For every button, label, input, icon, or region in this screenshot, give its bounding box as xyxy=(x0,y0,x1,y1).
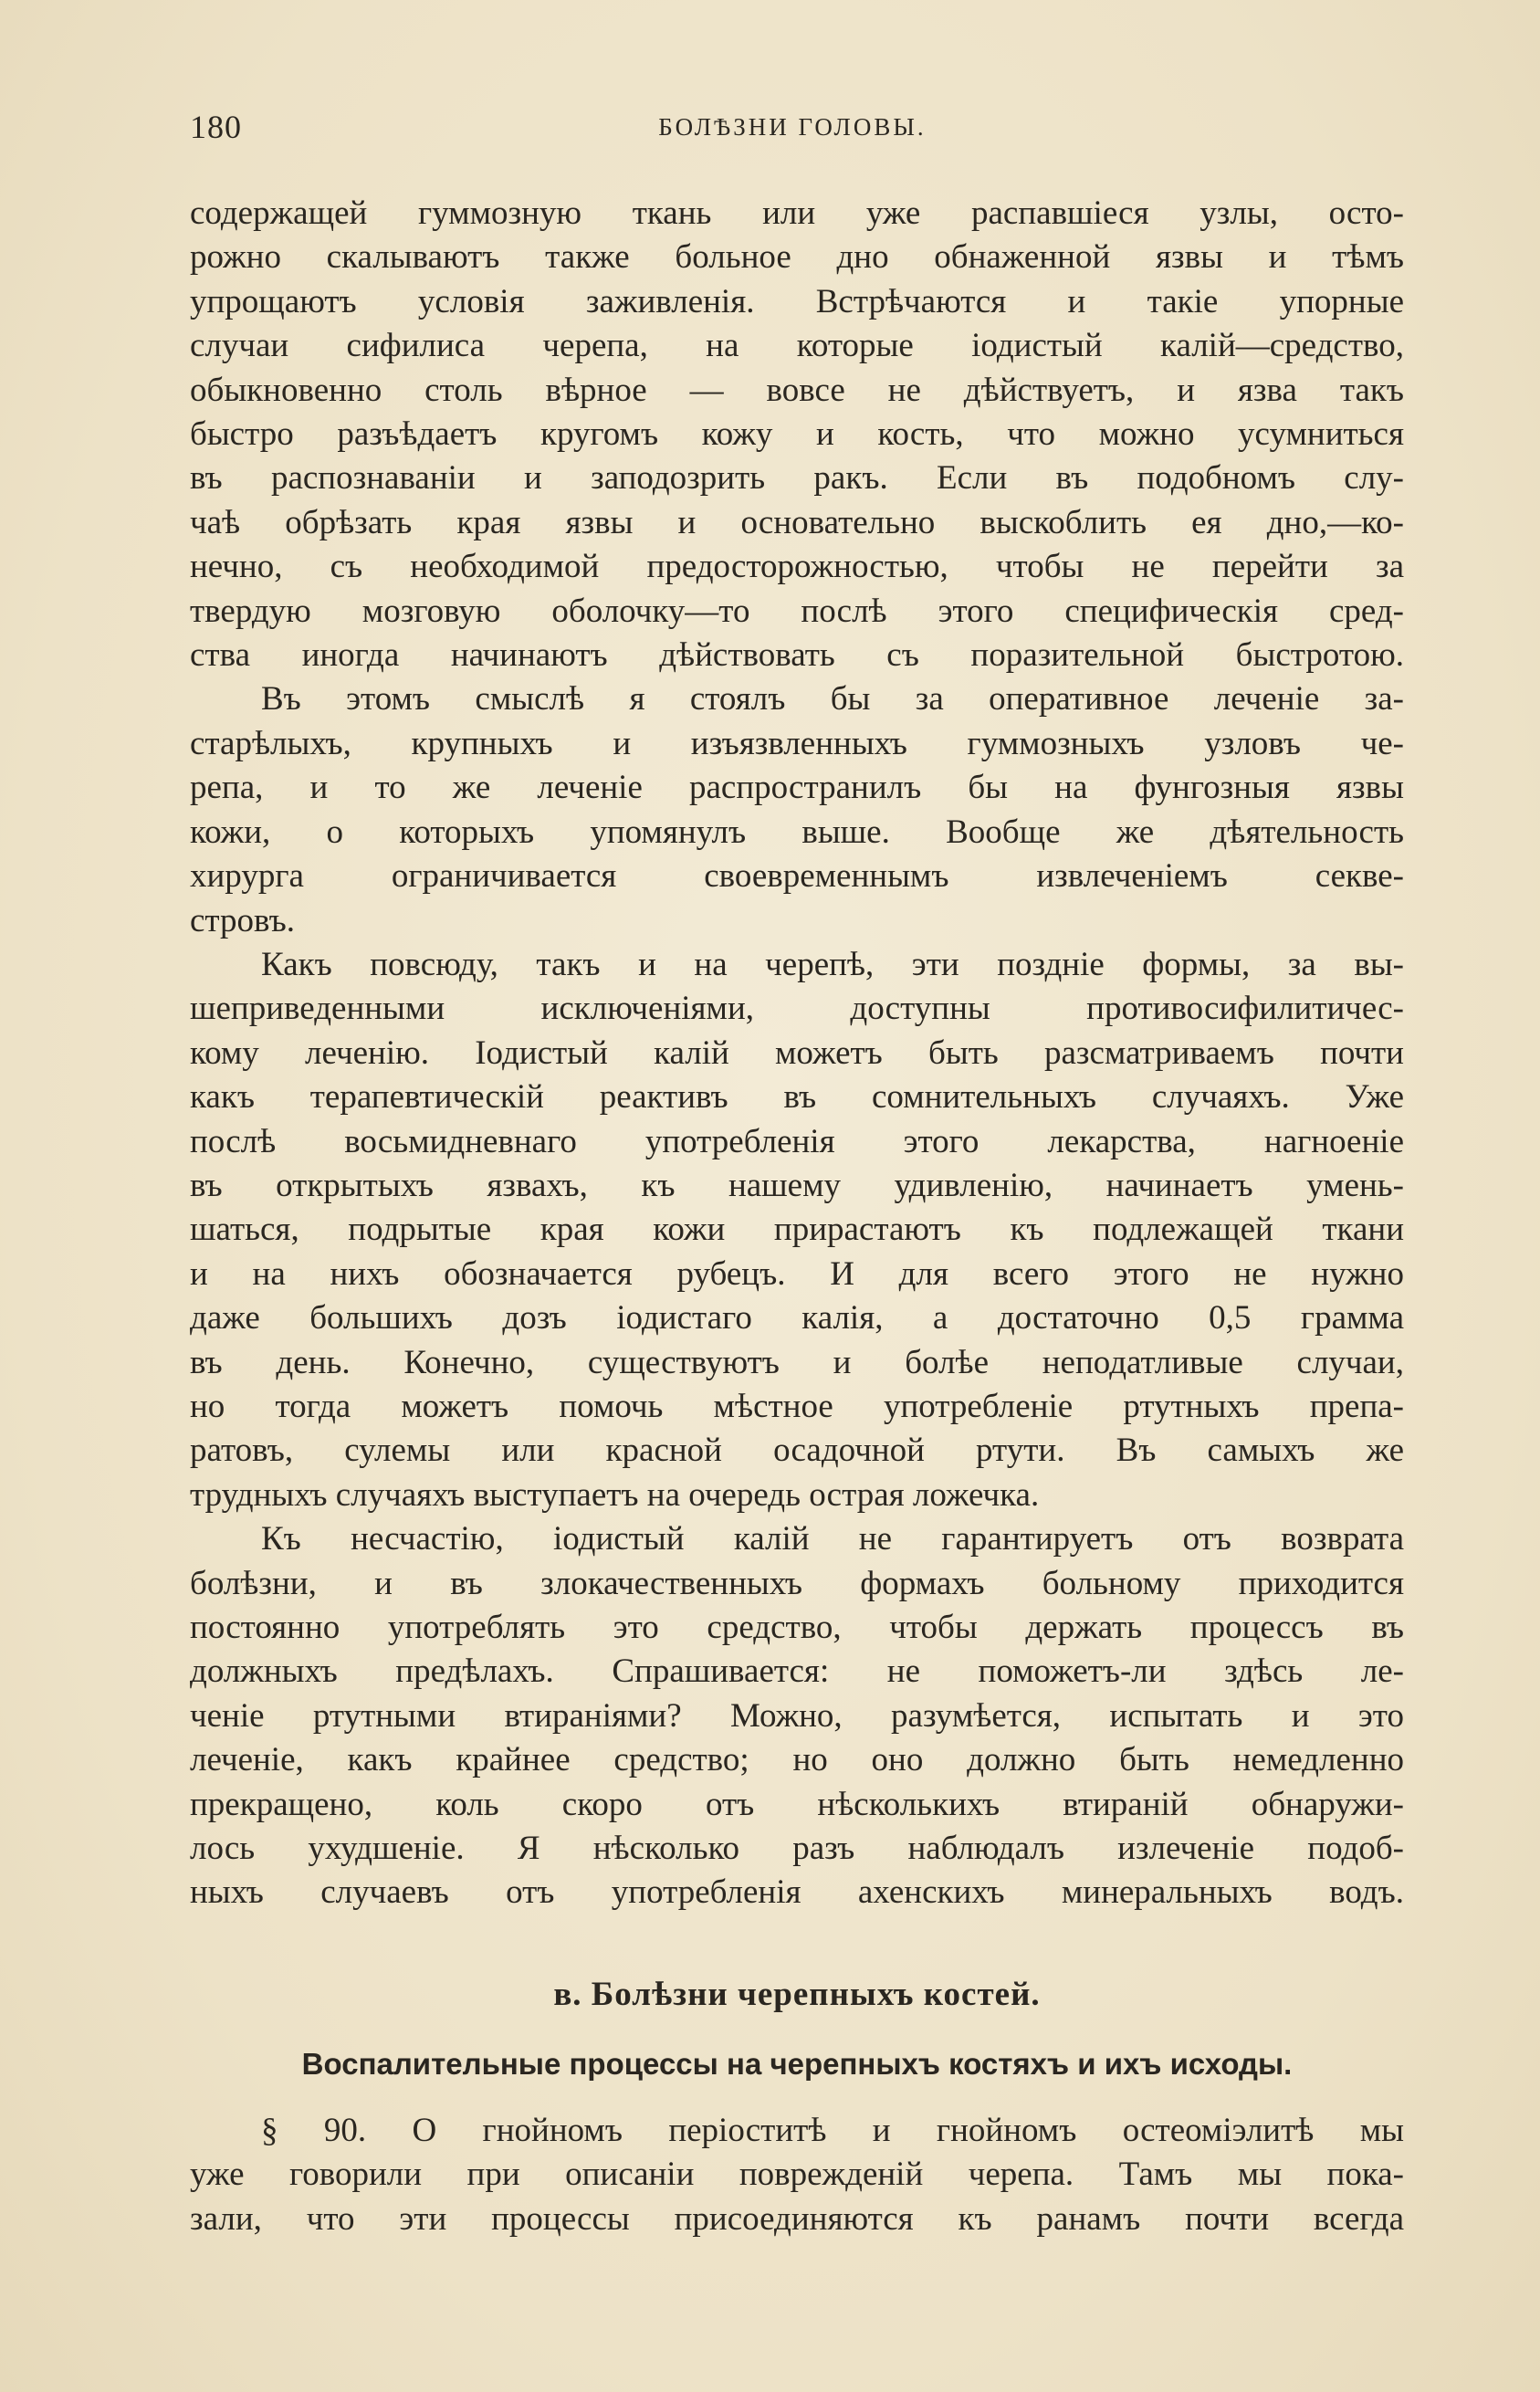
main-text xyxy=(190,192,1404,1915)
running-title: БОЛѢЗНИ ГОЛОВЫ. xyxy=(658,113,927,141)
text-line: трудныхъ случаяхъ выступаетъ на очередь острая ложечка. xyxy=(190,1475,1040,1514)
text-line: лось ухудшеніе. Я нѣсколько разъ наблюдалъ излеченіе подоб- xyxy=(190,1830,1404,1868)
text-line: твердую мозговую оболочку—то послѣ этого специфическія сред- xyxy=(190,592,1404,630)
text-line: хирурга ограничивается своевременнымъ извлеченіемъ секве- xyxy=(190,857,1404,896)
text-line: чаѣ обрѣзать края язвы и основательно выскоблить ея дно,—ко- xyxy=(190,503,1404,541)
text-line: въ открытыхъ язвахъ, къ нашему удивленію, начинаетъ умень- xyxy=(190,1166,1404,1204)
text-line: обыкновенно столь вѣрное — вовсе не дѣйствуетъ, и язва такъ xyxy=(190,371,1404,409)
text-line: ратовъ, сулемы или красной осадочной ртути. Въ самыхъ же xyxy=(190,1432,1404,1470)
text-line: въ распознаваніи и заподозрить ракъ. Если въ подобномъ слу- xyxy=(190,459,1404,498)
text-line: Къ несчастію, іодистый калій не гарантируетъ отъ возврата xyxy=(261,1520,1404,1558)
text-line: кому леченію. Іодистый калій можетъ быть разсматриваемъ почти xyxy=(190,1033,1404,1072)
text-line: Въ этомъ смыслѣ я стоялъ бы за оперативное леченіе за- xyxy=(261,680,1404,719)
text-line: § 90. О гнойномъ періоститѣ и гнойномъ остеоміэлитѣ мы xyxy=(261,2112,1404,2149)
text-line: случаи сифилиса черепа, на которые іодистый калій—средство, xyxy=(190,327,1404,365)
text-line: ченіе ртутными втираніями? Можно, разумѣется, испытать и это xyxy=(190,1696,1404,1735)
subsection-heading: Воспалительные процессы на черепныхъ костяхъ и ихъ исходы. xyxy=(301,2047,1293,2081)
text-line: репа, и то же леченіе распространилъ бы на фунгозныя язвы xyxy=(190,769,1404,807)
text-line: послѣ восьмидневнаго употребленія этого лекарства, нагноеніе xyxy=(190,1122,1404,1160)
text-line: нечно, съ необходимой предосторожностью, чтобы не перейти за xyxy=(190,548,1404,586)
page-header xyxy=(190,108,1395,152)
text-line: но тогда можетъ помочь мѣстное употребленіе ртутныхъ препа- xyxy=(190,1387,1404,1425)
text-line: упрощаютъ условія заживленія. Встрѣчаются и такіе упорные xyxy=(190,282,1404,320)
text-line: болѣзни, и въ злокачественныхъ формахъ больному приходится xyxy=(190,1564,1404,1602)
text-line: кожи, о которыхъ упомянулъ выше. Вообще же дѣятельность xyxy=(190,813,1404,851)
text-line: зали, что эти процессы присоединяются къ ранамъ почти всегда xyxy=(190,2199,1404,2238)
text-line: въ день. Конечно, существуютъ и болѣе неподатливые случаи, xyxy=(190,1343,1404,1381)
text-line: старѣлыхъ, крупныхъ и изъязвленныхъ гуммозныхъ узловъ че- xyxy=(190,724,1404,762)
section-heading: в. Болѣзни черепныхъ костей. xyxy=(553,1976,1041,2013)
text-line: и на нихъ обозначается рубецъ. И для всего этого не нужно xyxy=(190,1254,1404,1293)
text-line: быстро разъѣдаетъ кругомъ кожу и кость, что можно усумниться xyxy=(190,415,1404,454)
text-line: постоянно употреблять это средство, чтобы держать процессъ въ xyxy=(190,1609,1404,1646)
text-line: какъ терапевтическій реактивъ въ сомнительныхъ случаяхъ. Уже xyxy=(190,1078,1404,1117)
text-line: шаться, подрытые края кожи прирастаютъ къ подлежащей ткани xyxy=(190,1211,1404,1249)
text-line: леченіе, какъ крайнее средство; но оно должно быть немедленно xyxy=(190,1741,1404,1779)
text-line: рожно скалываютъ также больное дно обнаженной язвы и тѣмъ xyxy=(190,238,1404,277)
text-line: даже большихъ дозъ іодистаго калія, а достаточно 0,5 грамма xyxy=(190,1299,1404,1338)
text-line: шеприведенными исключеніями, доступны противосифилитичес- xyxy=(190,990,1404,1028)
text-line: Какъ повсюду, такъ и на черепѣ, эти поздніе формы, за вы- xyxy=(261,945,1404,983)
final-paragraph xyxy=(190,2109,1404,2241)
page-number: 180 xyxy=(190,109,242,145)
text-line: стровъ. xyxy=(190,901,295,939)
text-line: ства иногда начинаютъ дѣйствовать съ поразительной быстротою. xyxy=(190,636,1404,675)
text-line: прекращено, коль скоро отъ нѣсколькихъ втираній обнаружи- xyxy=(190,1785,1404,1823)
text-line: ныхъ случаевъ отъ употребленія ахенскихъ минеральныхъ водъ. xyxy=(190,1873,1404,1912)
text-line: должныхъ предѣлахъ. Спрашивается: не поможетъ-ли здѣсь ле- xyxy=(190,1652,1404,1691)
text-line: содержащей гуммозную ткань или уже распавшіеся узлы, осто- xyxy=(190,194,1404,232)
text-line: уже говорили при описаніи поврежденій черепа. Тамъ мы пока- xyxy=(190,2156,1404,2194)
